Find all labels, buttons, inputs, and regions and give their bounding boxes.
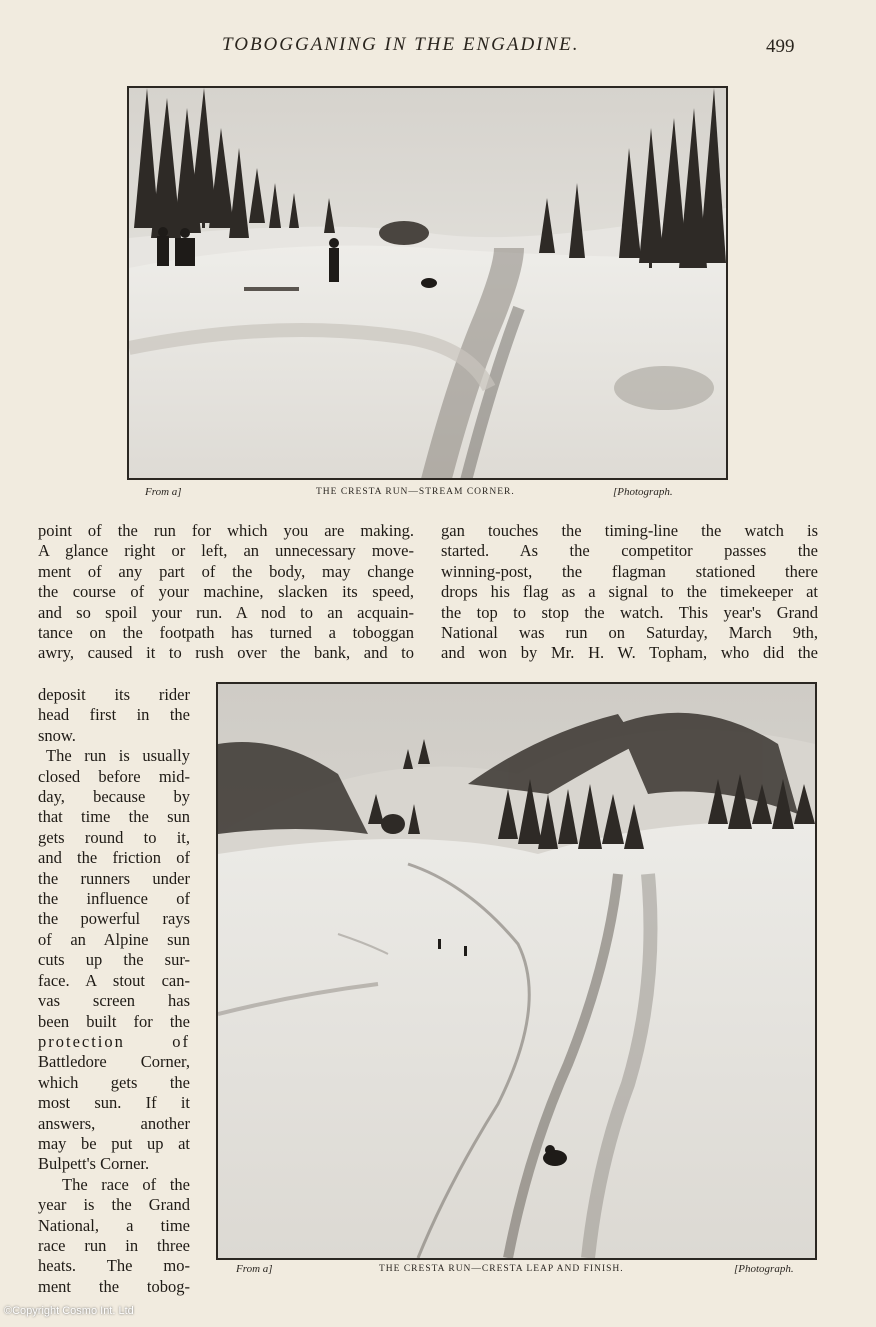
text-line: and the friction of (38, 848, 190, 868)
caption-credit: [Photograph. (613, 486, 673, 498)
text-line: awry, caused it to rush over the bank, and to (38, 643, 414, 663)
text-line: head first in the (38, 705, 190, 725)
right-column-top (441, 521, 818, 664)
text-line: ment the tobog- (38, 1276, 190, 1296)
text-line: year is the Grand (38, 1195, 190, 1215)
text-line: snow. (38, 725, 76, 745)
caption-credit: [Photograph. (734, 1263, 794, 1275)
text-line: Bulpett's Corner. (38, 1154, 150, 1174)
text-line: tance on the footpath has turned a toboggan (38, 623, 414, 643)
text-line: gan touches the timing-line the watch is (441, 521, 818, 540)
text-line: the powerful rays (38, 909, 190, 929)
text-line: which gets the (38, 1072, 190, 1092)
copyright-watermark: ©Copyright Cosmo Int. Ltd (4, 1305, 134, 1317)
text-line: point of the run for which you are making. (38, 521, 414, 540)
caption-from: From a] (236, 1263, 273, 1275)
caption-from: From a] (145, 486, 182, 498)
caption-top (145, 486, 735, 500)
text-line: protection of (38, 1031, 190, 1051)
text-line: started. As the competitor passes the (441, 541, 818, 561)
narrow-column (38, 685, 190, 1297)
text-line: day, because by (38, 787, 190, 807)
text-line: the influence of (38, 889, 190, 909)
page-header (0, 32, 876, 62)
text-line: and won by Mr. H. W. Topham, who did the (441, 643, 818, 663)
text-line: the top to stop the watch. This year's Grand (441, 602, 818, 622)
text-line: and so spoil your run. A nod to an acquain- (38, 602, 414, 622)
caption-bottom (236, 1263, 816, 1277)
text-line: heats. The mo- (38, 1256, 190, 1276)
page-number: 499 (766, 36, 795, 57)
text-line: National, a time (38, 1215, 190, 1235)
text-line: race run in three (38, 1235, 190, 1255)
text-line: winning-post, the flagman stationed there (441, 561, 818, 581)
text-line: the runners under (38, 868, 190, 888)
text-line: that time the sun (38, 807, 190, 827)
text-line: most sun. If it (38, 1093, 190, 1113)
text-line: Battledore Corner, (38, 1052, 190, 1072)
caption-title: THE CRESTA RUN—CRESTA LEAP AND FINISH. (379, 1264, 624, 1274)
running-title: TOBOGGANING IN THE ENGADINE. (222, 34, 580, 55)
text-line: face. A stout can- (38, 970, 190, 990)
text-line: of an Alpine sun (38, 929, 190, 949)
text-line: National was run on Saturday, March 9th, (441, 623, 818, 643)
left-column-top (38, 521, 414, 664)
text-line: closed before mid- (38, 766, 190, 786)
stream-corner-illustration (129, 88, 726, 478)
text-line: answers, another (38, 1113, 190, 1133)
text-line: gets round to it, (38, 827, 190, 847)
text-line: ment of any part of the body, may change (38, 561, 414, 581)
text-line: the course of your machine, slacken its speed, (38, 582, 414, 602)
text-line: may be put up at (38, 1133, 190, 1153)
photo-stream-corner (127, 86, 728, 480)
text-line: drops his flag as a signal to the timekeeper at (441, 582, 818, 602)
text-line: vas screen has (38, 991, 190, 1011)
text-line: A glance right or left, an unnecessary move- (38, 541, 414, 561)
text-line: The race of the (62, 1174, 190, 1194)
cresta-leap-illustration (218, 684, 815, 1258)
text-line: cuts up the sur- (38, 950, 190, 970)
text-line: The run is usually (46, 746, 190, 766)
text-line: deposit its rider (38, 685, 190, 704)
text-line: been built for the (38, 1011, 190, 1031)
photo-cresta-leap (216, 682, 817, 1260)
caption-title: THE CRESTA RUN—STREAM CORNER. (316, 487, 515, 497)
